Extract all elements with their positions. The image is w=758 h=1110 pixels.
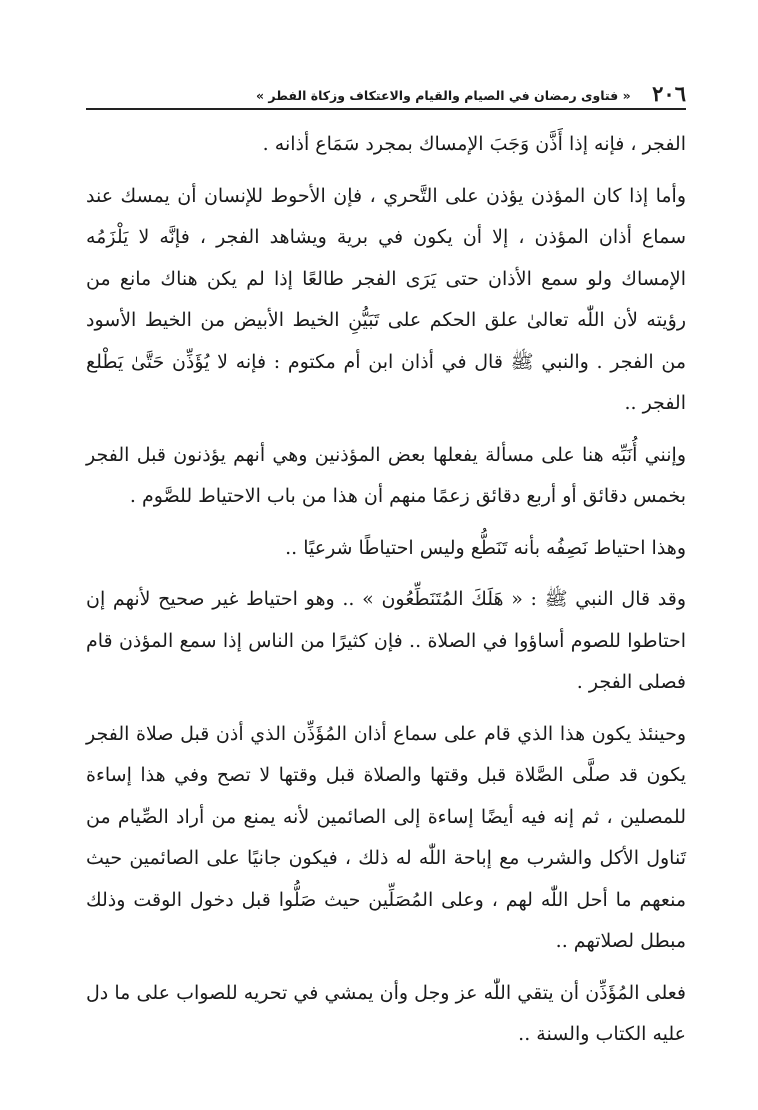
paragraph: وهذا احتياط نَصِفُه بأنه تَنَطُّع وليس احتياطًا شرعيًا .. (285, 536, 686, 559)
page-number: ٢٠٦ (652, 81, 686, 106)
paragraph: وأما إذا كان المؤذن يؤذن على التَّحري ، فإن الأحوط للإنسان أن يمسك عند سماع أذان المؤذن ، إلا أن يكون في برية ويشاهد الفجر ، فإنَّه لا يَلْزَمُه الإمساك ولو سمع الأذان حتى يَرَى الفجر طالعًا إذا لم يكن هناك مانع من رؤيته لأن اللّٰه تعالىٰ علق الحكم على تَبَيُّنِ الخيط الأبيض من الخيط الأسود من الفجر . والنبي ﷺ قال في أذان ابن أم مكتوم : فإنه لا يُؤَذِّن حَتَّىٰ يَطْلع الفجر .. (86, 184, 686, 414)
paragraph: وقد قال النبي ﷺ : « هَلَكَ المُتَنَطِّعُون » .. وهو احتياط غير صحيح لأنهم إن احتاطوا للصوم أساؤوا في الصلاة .. فإن كثيرًا من الناس إذا سمع المؤذن قام فصلى الفجر . (86, 588, 686, 693)
body-text (86, 124, 686, 1066)
paragraph: وحينئذ يكون هذا الذي قام على سماع أذان المُؤَذِّن الذي أذن قبل صلاة الفجر يكون قد صلَّى الصَّلاة قبل وقتها والصلاة قبل وقتها لا تصح وفي هذا إساءة للمصلين ، ثم إنه فيه أيضًا إساءة إلى الصائمين لأنه يمنع من أراد الصِّيام من تَناول الأكل والشرب مع إباحة اللّٰه له ذلك ، فيكون جانيًا على الصائمين حيث منعهم ما أحل اللّٰه لهم ، وعلى المُصَلِّين حيث صَلُّوا قبل دخول الوقت وذلك مبطل لصلاتهم .. (86, 722, 686, 952)
running-title: « فتاوى رمضان في الصيام والقيام والاعتكاف وزكاة الفطر » (256, 88, 631, 103)
paragraph: وإنني أُنَبِّه هنا على مسألة يفعلها بعض المؤذنين وهي أنهم يؤذنون قبل الفجر بخمس دقائق أو أربع دقائق زعمًا منهم أن هذا من باب الاحتياط للصَّوم . (86, 443, 686, 507)
paragraph: الفجر ، فإنه إذا أَذَّن وَجَبَ الإمساك بمجرد سَمَاع أذانه . (262, 133, 686, 155)
paragraph: فعلى المُؤَذِّن أن يتقي اللّٰه عز وجل وأن يمشي في تحريه للصواب على ما دل عليه الكتاب والسنة .. (86, 981, 686, 1045)
page-header (86, 82, 686, 110)
